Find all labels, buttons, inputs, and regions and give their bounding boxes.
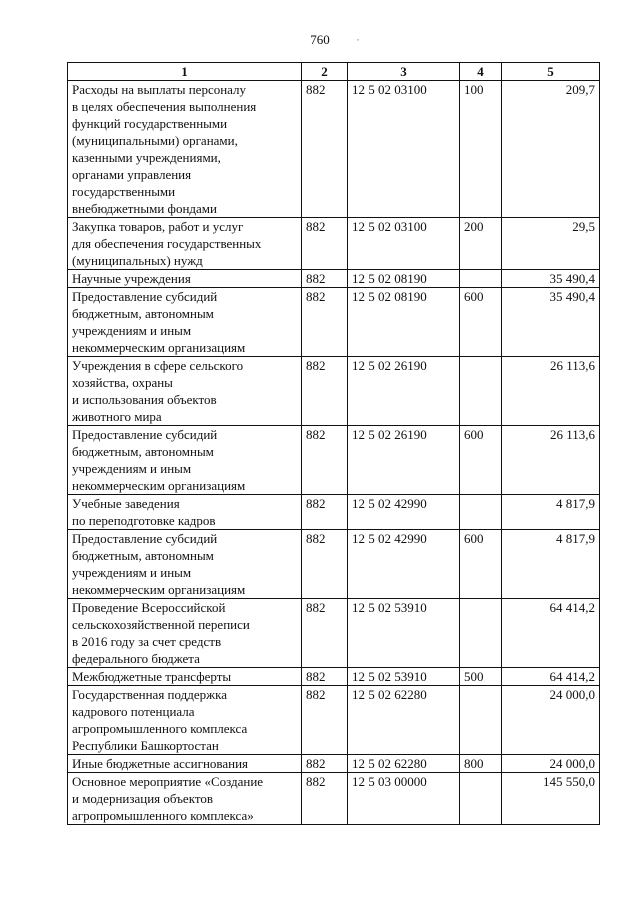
expense-type-cell: 500 bbox=[460, 668, 502, 686]
ministry-code-cell: 882 bbox=[302, 218, 348, 270]
budget-table bbox=[67, 62, 600, 825]
program-code-cell: 12 5 02 53910 bbox=[348, 599, 460, 668]
row-name-line: Предоставление субсидий bbox=[72, 531, 218, 546]
row-name-line: агропромышленного комплекса bbox=[72, 721, 248, 736]
row-name-line: Закупка товаров, работ и услуг bbox=[72, 219, 244, 234]
expense-type-cell: 800 bbox=[460, 755, 502, 773]
amount-cell: 64 414,2 bbox=[502, 599, 600, 668]
program-code-cell: 12 5 02 26190 bbox=[348, 357, 460, 426]
row-name-line: Расходы на выплаты персоналу bbox=[72, 82, 247, 97]
table-row bbox=[68, 495, 600, 530]
expense-type-cell: 600 bbox=[460, 530, 502, 599]
amount-cell: 4 817,9 bbox=[502, 495, 600, 530]
table-row bbox=[68, 270, 600, 288]
row-name-line: Межбюджетные трансферты bbox=[72, 669, 232, 684]
row-name-line: некоммерческим организациям bbox=[72, 478, 246, 493]
row-name-cell bbox=[68, 81, 302, 218]
ministry-code-cell: 882 bbox=[302, 530, 348, 599]
program-code-cell: 12 5 02 08190 bbox=[348, 270, 460, 288]
row-name-cell bbox=[68, 773, 302, 825]
row-name-cell bbox=[68, 530, 302, 599]
table-row bbox=[68, 530, 600, 599]
row-name-line: Предоставление субсидий bbox=[72, 289, 218, 304]
program-code-cell: 12 5 02 42990 bbox=[348, 530, 460, 599]
row-name-line: Основное мероприятие «Создание bbox=[72, 774, 264, 789]
ministry-code-cell: 882 bbox=[302, 755, 348, 773]
row-name-line: учреждениям и иным bbox=[72, 565, 192, 580]
amount-cell: 64 414,2 bbox=[502, 668, 600, 686]
program-code-cell: 12 5 02 26190 bbox=[348, 426, 460, 495]
row-name-line: агропромышленного комплекса» bbox=[72, 808, 254, 823]
row-name-cell bbox=[68, 599, 302, 668]
table-body bbox=[68, 81, 600, 825]
expense-type-cell bbox=[460, 495, 502, 530]
row-name-line: функций государственными bbox=[72, 116, 228, 131]
column-header-5: 5 bbox=[502, 63, 600, 81]
table-row bbox=[68, 686, 600, 755]
header-row bbox=[68, 63, 600, 81]
row-name-cell bbox=[68, 668, 302, 686]
row-name-line: Учебные заведения bbox=[72, 496, 180, 511]
row-name-cell bbox=[68, 495, 302, 530]
row-name-line: органами управления bbox=[72, 167, 192, 182]
amount-cell: 26 113,6 bbox=[502, 426, 600, 495]
row-name-line: сельскохозяйственной переписи bbox=[72, 617, 250, 632]
expense-type-cell bbox=[460, 599, 502, 668]
table-row bbox=[68, 668, 600, 686]
expense-type-cell: 600 bbox=[460, 426, 502, 495]
ministry-code-cell: 882 bbox=[302, 495, 348, 530]
row-name-line: Иные бюджетные ассигнования bbox=[72, 756, 249, 771]
row-name-cell bbox=[68, 288, 302, 357]
table-row bbox=[68, 357, 600, 426]
table-row bbox=[68, 599, 600, 668]
amount-cell: 145 550,0 bbox=[502, 773, 600, 825]
row-name-cell bbox=[68, 357, 302, 426]
page-number: 760 bbox=[310, 32, 330, 47]
column-header-4: 4 bbox=[460, 63, 502, 81]
row-name-line: учреждениям и иным bbox=[72, 461, 192, 476]
amount-cell: 209,7 bbox=[502, 81, 600, 218]
ministry-code-cell: 882 bbox=[302, 288, 348, 357]
expense-type-cell: 100 bbox=[460, 81, 502, 218]
row-name-line: Научные учреждения bbox=[72, 271, 191, 286]
table-row bbox=[68, 218, 600, 270]
amount-cell: 35 490,4 bbox=[502, 270, 600, 288]
ministry-code-cell: 882 bbox=[302, 668, 348, 686]
row-name-line: и использования объектов bbox=[72, 392, 217, 407]
table-row bbox=[68, 81, 600, 218]
program-code-cell: 12 5 02 62280 bbox=[348, 755, 460, 773]
table-header bbox=[68, 63, 600, 81]
page-mark: , bbox=[357, 33, 359, 42]
amount-cell: 35 490,4 bbox=[502, 288, 600, 357]
row-name-line: внебюджетными фондами bbox=[72, 201, 217, 216]
row-name-line: по переподготовке кадров bbox=[72, 513, 216, 528]
ministry-code-cell: 882 bbox=[302, 773, 348, 825]
program-code-cell: 12 5 03 00000 bbox=[348, 773, 460, 825]
row-name-line: Предоставление субсидий bbox=[72, 427, 218, 442]
row-name-line: животного мира bbox=[72, 409, 162, 424]
amount-cell: 24 000,0 bbox=[502, 686, 600, 755]
ministry-code-cell: 882 bbox=[302, 357, 348, 426]
row-name-line: в 2016 году за счет средств bbox=[72, 634, 222, 649]
program-code-cell: 12 5 02 03100 bbox=[348, 218, 460, 270]
row-name-line: для обеспечения государственных bbox=[72, 236, 262, 251]
row-name-line: хозяйства, охраны bbox=[72, 375, 173, 390]
expense-type-cell: 200 bbox=[460, 218, 502, 270]
row-name-line: Проведение Всероссийской bbox=[72, 600, 226, 615]
program-code-cell: 12 5 02 62280 bbox=[348, 686, 460, 755]
program-code-cell: 12 5 02 03100 bbox=[348, 81, 460, 218]
row-name-line: Учреждения в сфере сельского bbox=[72, 358, 244, 373]
column-header-3: 3 bbox=[348, 63, 460, 81]
ministry-code-cell: 882 bbox=[302, 599, 348, 668]
row-name-cell bbox=[68, 270, 302, 288]
row-name-line: кадрового потенциала bbox=[72, 704, 195, 719]
row-name-cell bbox=[68, 755, 302, 773]
program-code-cell: 12 5 02 08190 bbox=[348, 288, 460, 357]
amount-cell: 24 000,0 bbox=[502, 755, 600, 773]
column-header-1: 1 bbox=[68, 63, 302, 81]
row-name-line: Государственная поддержка bbox=[72, 687, 228, 702]
row-name-line: Республики Башкортостан bbox=[72, 738, 219, 753]
column-header-2: 2 bbox=[302, 63, 348, 81]
row-name-cell bbox=[68, 686, 302, 755]
expense-type-cell bbox=[460, 357, 502, 426]
row-name-line: некоммерческим организациям bbox=[72, 582, 246, 597]
table-row bbox=[68, 773, 600, 825]
ministry-code-cell: 882 bbox=[302, 686, 348, 755]
row-name-line: государственными bbox=[72, 184, 176, 199]
row-name-line: в целях обеспечения выполнения bbox=[72, 99, 257, 114]
program-code-cell: 12 5 02 53910 bbox=[348, 668, 460, 686]
expense-type-cell bbox=[460, 270, 502, 288]
program-code-cell: 12 5 02 42990 bbox=[348, 495, 460, 530]
amount-cell: 26 113,6 bbox=[502, 357, 600, 426]
row-name-line: (муниципальных) нужд bbox=[72, 253, 203, 268]
amount-cell: 4 817,9 bbox=[502, 530, 600, 599]
row-name-line: бюджетным, автономным bbox=[72, 548, 214, 563]
table-row bbox=[68, 288, 600, 357]
ministry-code-cell: 882 bbox=[302, 81, 348, 218]
expense-type-cell: 600 bbox=[460, 288, 502, 357]
row-name-line: казенными учреждениями, bbox=[72, 150, 221, 165]
row-name-line: бюджетным, автономным bbox=[72, 306, 214, 321]
table-row bbox=[68, 426, 600, 495]
amount-cell: 29,5 bbox=[502, 218, 600, 270]
table-row bbox=[68, 755, 600, 773]
row-name-line: учреждениям и иным bbox=[72, 323, 192, 338]
row-name-line: и модернизация объектов bbox=[72, 791, 213, 806]
row-name-line: некоммерческим организациям bbox=[72, 340, 246, 355]
ministry-code-cell: 882 bbox=[302, 270, 348, 288]
ministry-code-cell: 882 bbox=[302, 426, 348, 495]
row-name-line: бюджетным, автономным bbox=[72, 444, 214, 459]
row-name-cell bbox=[68, 426, 302, 495]
expense-type-cell bbox=[460, 773, 502, 825]
row-name-line: федерального бюджета bbox=[72, 651, 200, 666]
row-name-cell bbox=[68, 218, 302, 270]
expense-type-cell bbox=[460, 686, 502, 755]
row-name-line: (муниципальными) органами, bbox=[72, 133, 238, 148]
